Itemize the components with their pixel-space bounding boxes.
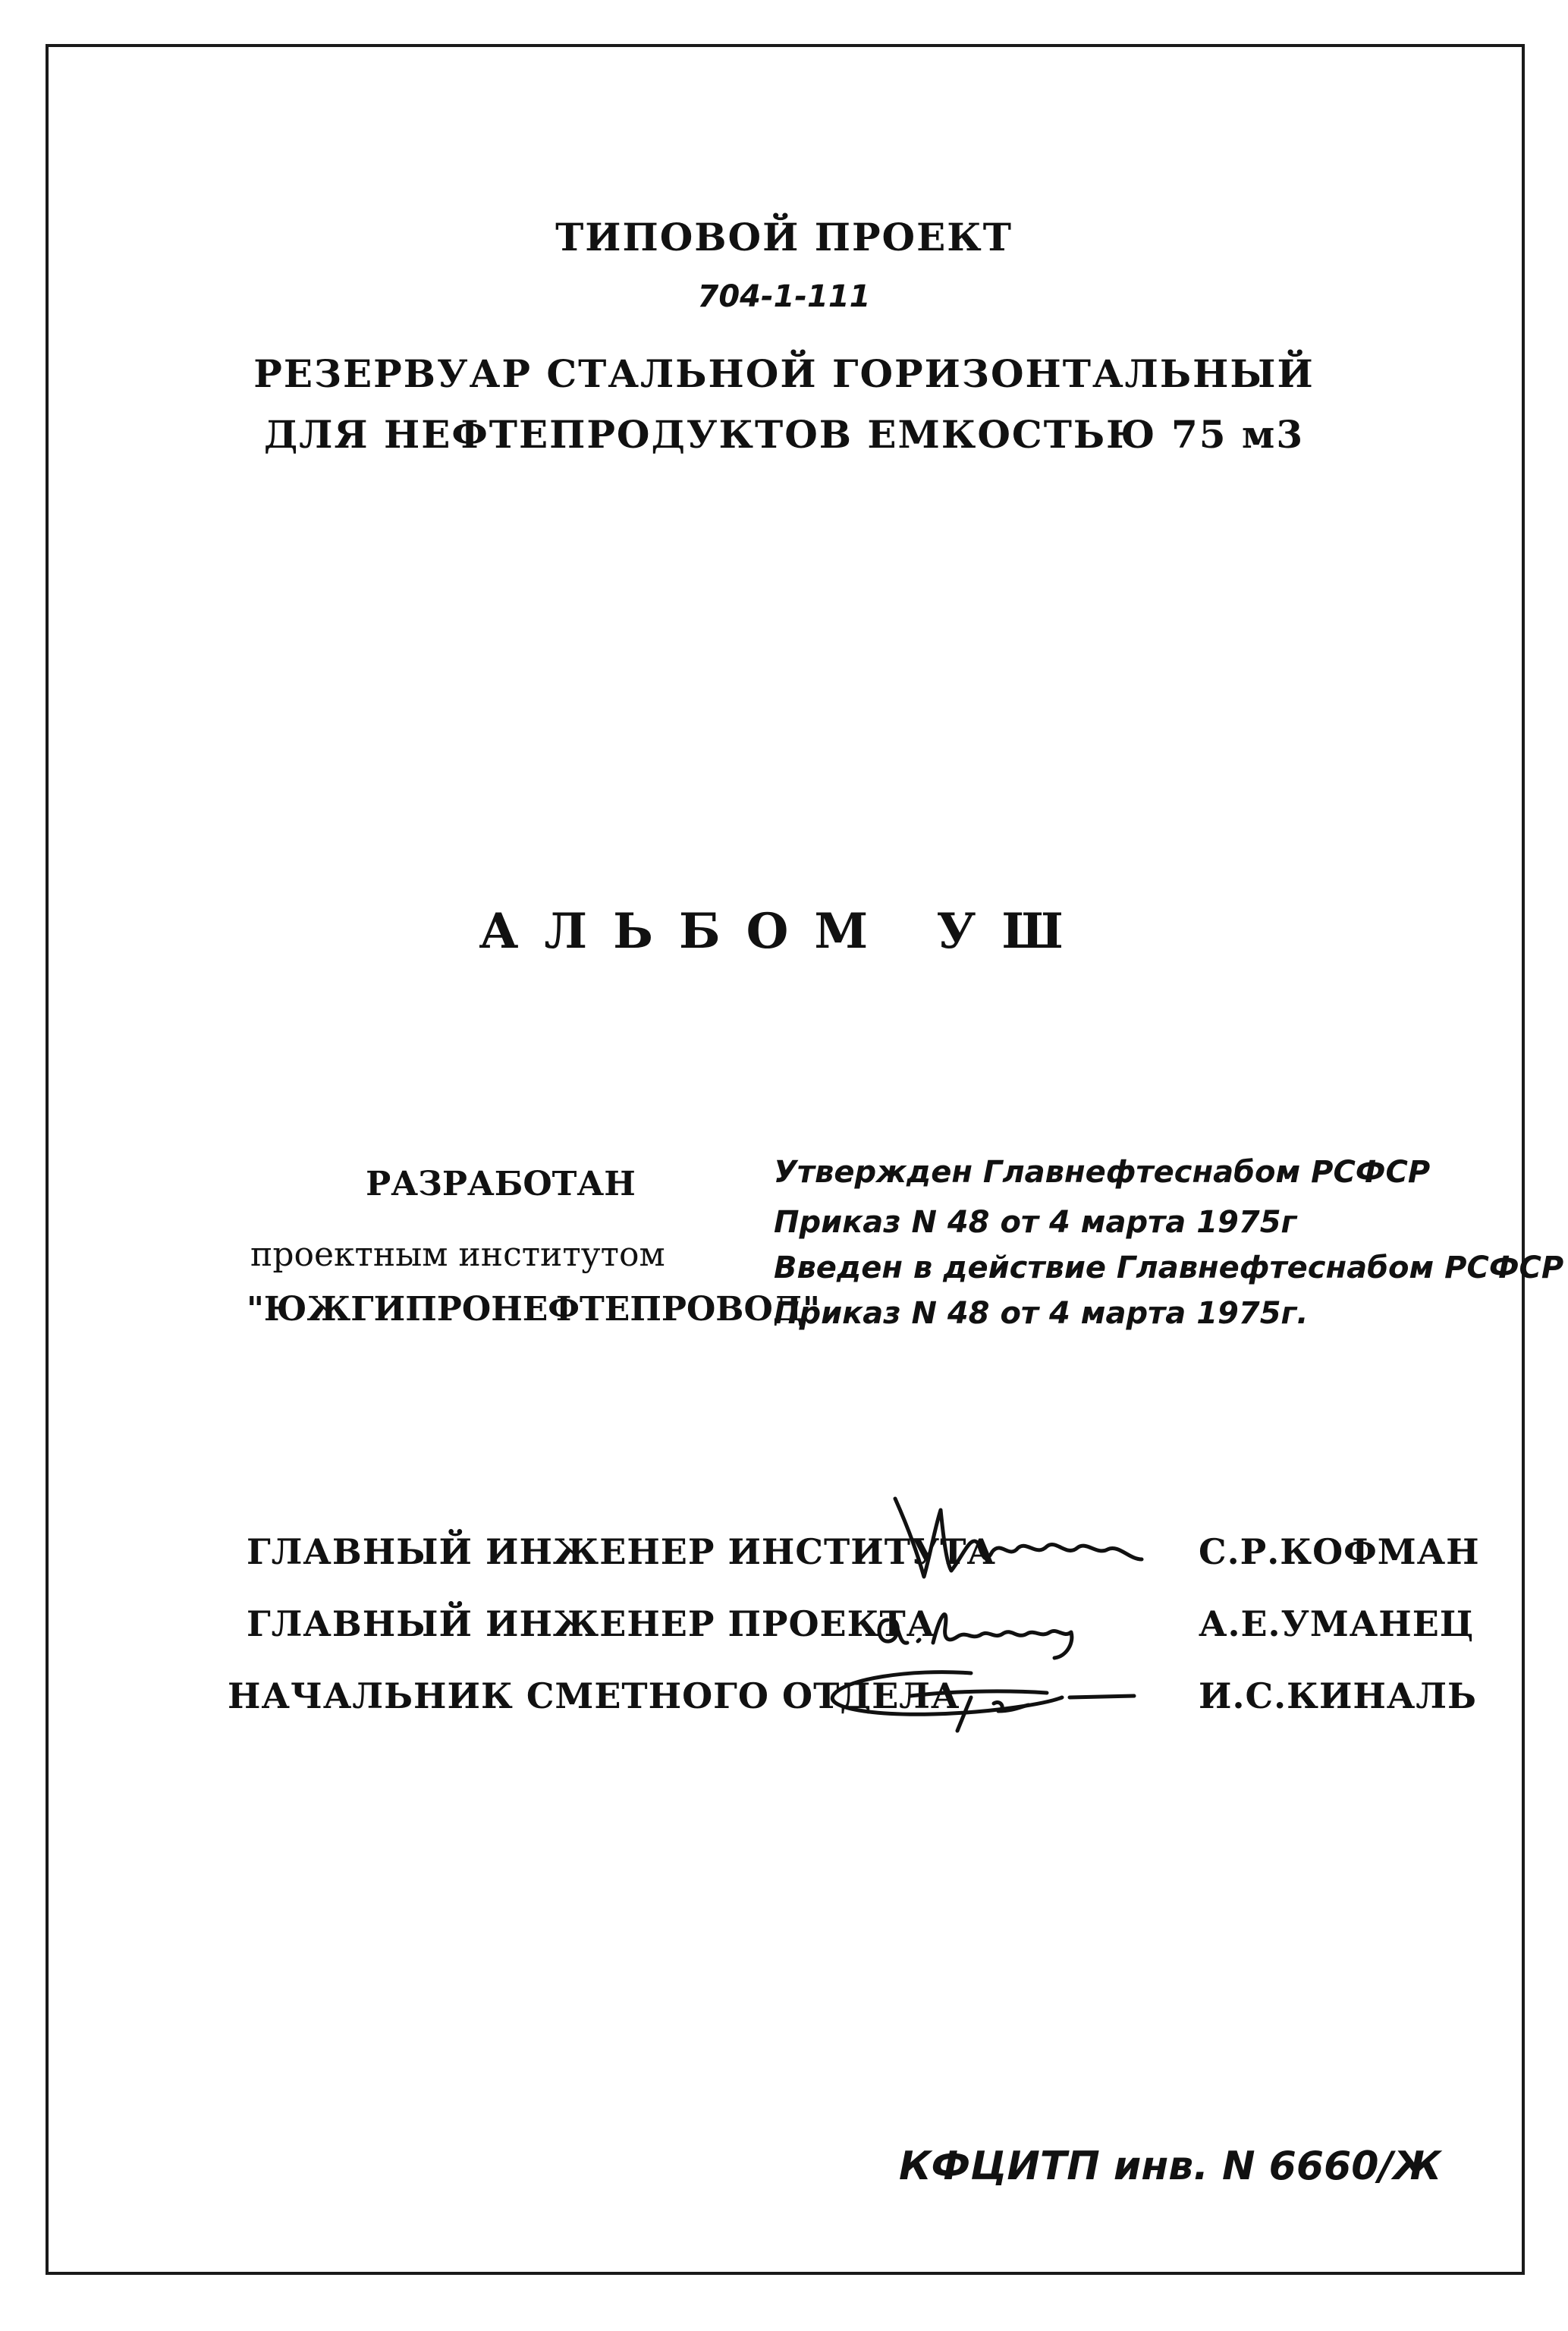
title-line-2: ДЛЯ НЕФТЕПРОДУКТОВ ЕМКОСТЬЮ 75 м3: [263, 412, 1305, 457]
album-title: АЛЬБОМ УШ: [479, 903, 1089, 960]
title-line-1: РЕЗЕРВУАР СТАЛЬНОЙ ГОРИЗОНТАЛЬНЫЙ: [253, 351, 1315, 396]
approval-line-3: Введен в действие Главнефтеснабом РСФСР: [774, 1250, 1564, 1285]
approval-line-1: Утвержден Главнефтеснабом РСФСР: [774, 1155, 1431, 1190]
signature-kofman: [888, 1487, 1153, 1593]
signatory-name-2: А.Е.УМАНЕЦ: [1199, 1603, 1475, 1644]
project-number: 704-1-111: [697, 279, 871, 314]
project-type-label: ТИПОВОЙ ПРОЕКТ: [555, 215, 1013, 260]
developer-line-1: проектным институтом: [250, 1235, 665, 1274]
inventory-number: КФЦИТП инв. N 6660/Ж: [899, 2144, 1442, 2189]
role-chief-engineer-institute: ГЛАВНЫЙ ИНЖЕНЕР ИНСТИТУТА: [247, 1531, 996, 1572]
approval-line-4: Приказ N 48 от 4 марта 1975г.: [774, 1296, 1309, 1331]
role-head-estimate-department: НАЧАЛЬНИК СМЕТНОГО ОТДЕЛА: [228, 1675, 960, 1716]
signature-kinal: [819, 1658, 1138, 1741]
developer-heading: РАЗРАБОТАН: [366, 1165, 636, 1203]
approval-line-2: Приказ N 48 от 4 марта 1975г: [774, 1205, 1297, 1240]
developer-institute: "ЮЖГИПРОНЕФТЕПРОВОД": [247, 1290, 820, 1329]
signature-umanets: [872, 1590, 1115, 1662]
signatory-name-3: И.С.КИНАЛЬ: [1199, 1675, 1477, 1716]
role-chief-engineer-project: ГЛАВНЫЙ ИНЖЕНЕР ПРОЕКТА: [247, 1603, 936, 1644]
signatory-name-1: С.Р.КОФМАН: [1199, 1531, 1480, 1572]
